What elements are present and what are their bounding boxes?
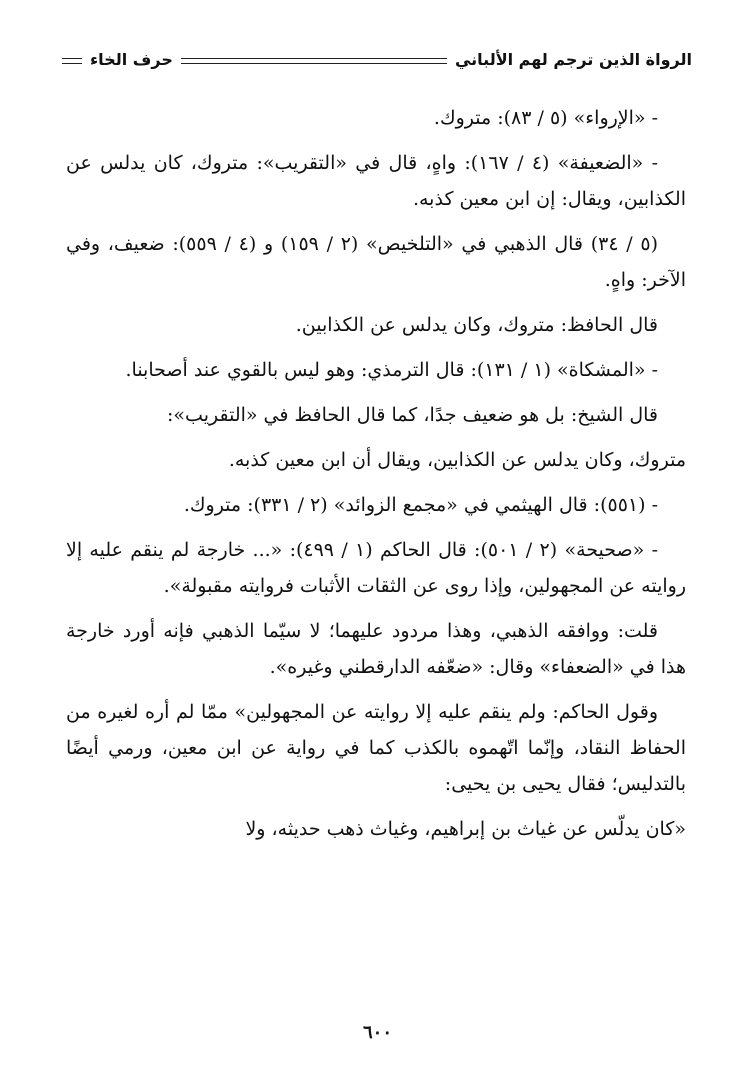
paragraph: - «الضعيفة» (٤ / ١٦٧): واهٍ، قال في «التقريب»: متروك، كان يدلس عن الكذابين، ويقال: إن ابن معين كذبه. (66, 152, 686, 210)
paragraph: وقول الحاكم: ولم ينقم عليه إلا روايته عن المجهولين» ممّا لم أره لغيره من الحفاظ النقاد، وإنّما اتّهموه بالكذب كما في رواية عن ابن معين، ورمي أيضًا بالتدليس؛ فقال يحيى بن يحيى: (66, 701, 686, 795)
paragraph: قال الحافظ: متروك، وكان يدلس عن الكذابين. (295, 314, 658, 336)
paragraph: متروك، وكان يدلس عن الكذابين، ويقال أن ابن معين كذبه. (228, 449, 686, 471)
running-title: الرواة الذين ترجم لهم الألباني (454, 49, 692, 69)
running-header (62, 44, 692, 74)
page-number: ٦٠٠ (362, 1022, 392, 1043)
paragraph: - «المشكاة» (١ / ١٣١): قال الترمذي: وهو ليس بالقوي عند أصحابنا. (125, 359, 658, 381)
paragraph: (٥ / ٣٤) قال الذهبي في «التلخيص» (٢ / ١٥٩) و (٤ / ٥٥٩): ضعيف، وفي الآخر: واهٍ. (66, 233, 686, 291)
paragraph: - «صحيحة» (٢ / ٥٠١): قال الحاكم (١ / ٤٩٩): «... خارجة لم ينقم عليه إلا روايته عن المجهولين، وإذا روى عن الثقات الأثبات فروايته مقبولة». (66, 539, 686, 597)
paragraph: قال الشيخ: بل هو ضعيف جدًا، كما قال الحافظ في «التقريب»: (167, 404, 658, 426)
header-end-rule (62, 58, 82, 64)
section-title: حرف الخاء (90, 49, 173, 69)
header-rule (181, 58, 447, 64)
page-body (66, 100, 686, 856)
paragraph: - «الإرواء» (٥ / ٨٣): متروك. (433, 107, 658, 129)
paragraph: قلت: ووافقه الذهبي، وهذا مردود عليهما؛ لا سيّما الذهبي فإنه أورد خارجة هذا في «الضعفاء» وقال: «ضعّفه الدارقطني وغيره». (66, 620, 686, 678)
paragraph: - (٥٥١): قال الهيثمي في «مجمع الزوائد» (٢ / ٣٣١): متروك. (183, 494, 658, 516)
paragraph: «كان يدلّس عن غياث بن إبراهيم، وغياث ذهب حديثه، ولا (245, 818, 686, 840)
